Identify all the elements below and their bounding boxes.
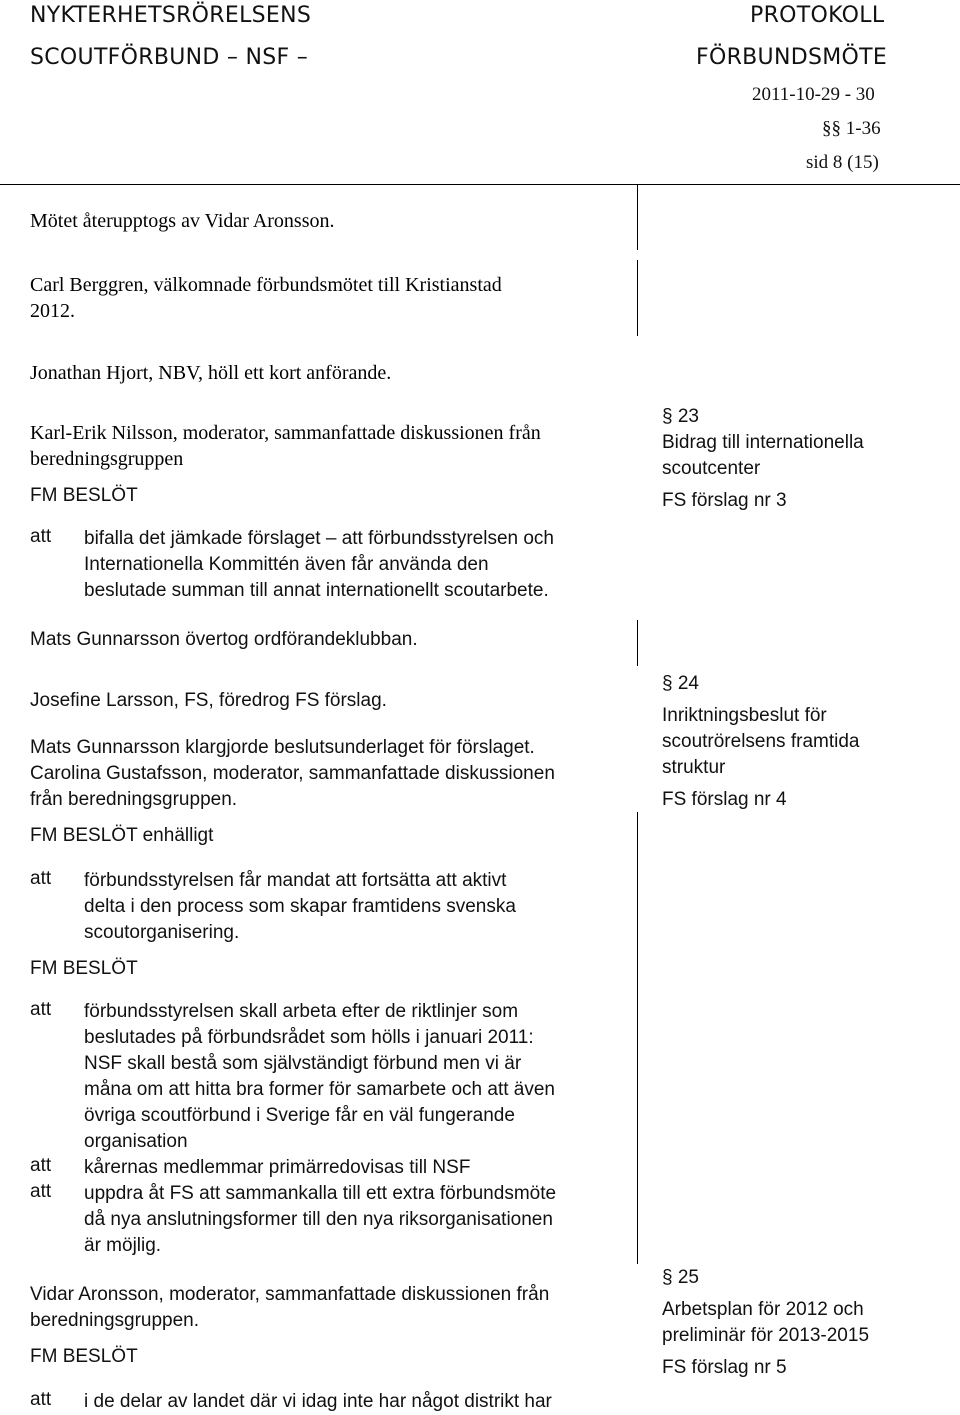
paragraph: Mötet återupptogs av Vidar Aronsson. xyxy=(30,210,335,232)
decision-heading: FM BESLÖT xyxy=(30,485,138,506)
att-marker: att xyxy=(30,1389,52,1410)
decision-text: NSF skall bestå som självständigt förbund men vi är xyxy=(84,1053,522,1074)
decision-text: Internationella Kommittén även får använda den xyxy=(84,554,489,575)
decision-text: övriga scoutförbund i Sverige får en väl fungerande xyxy=(84,1105,515,1126)
column-divider xyxy=(637,260,638,336)
section-ref-23 xyxy=(662,404,864,514)
paragraph: beredningsgruppen xyxy=(30,448,184,470)
column-divider xyxy=(637,812,638,1264)
section-title: Bidrag till internationella xyxy=(662,432,864,453)
decision-heading: FM BESLÖT enhälligt xyxy=(30,825,214,846)
proposal-ref: FS förslag nr 4 xyxy=(662,789,787,810)
decision-text: är möjlig. xyxy=(84,1235,162,1256)
paragraph: Karl-Erik Nilsson, moderator, sammanfattade diskussionen från xyxy=(30,422,541,444)
paragraph: Mats Gunnarsson klargjorde beslutsunderlaget för förslaget. xyxy=(30,737,535,758)
att-marker: att xyxy=(30,999,52,1020)
paragraph-range: §§ 1-36 xyxy=(822,118,881,139)
section-number: § 24 xyxy=(662,673,699,694)
paragraph: Carolina Gustafsson, moderator, sammanfattade diskussionen xyxy=(30,763,555,784)
decision-text: organisation xyxy=(84,1131,188,1152)
decision-text: måna om att hitta bra former för samarbete och att även xyxy=(84,1079,556,1100)
section-title: struktur xyxy=(662,757,726,778)
meeting-date: 2011-10-29 - 30 xyxy=(752,84,875,105)
decision-text: i de delar av landet där vi idag inte har något distrikt har xyxy=(84,1391,552,1412)
att-marker: att xyxy=(30,526,52,547)
section-title: preliminär för 2013-2015 xyxy=(662,1325,870,1346)
paragraph: Carl Berggren, välkomnade förbundsmötet till Kristianstad xyxy=(30,274,502,296)
decision-text: beslutades på förbundsrådet som hölls i januari 2011: xyxy=(84,1027,534,1048)
decision-heading: FM BESLÖT xyxy=(30,1346,138,1367)
att-marker: att xyxy=(30,1155,52,1176)
header-rule xyxy=(0,184,960,185)
section-title: Inriktningsbeslut för xyxy=(662,705,827,726)
paragraph: 2012. xyxy=(30,300,75,322)
decision-text: förbundsstyrelsen får mandat att fortsätta att aktivt xyxy=(84,870,507,891)
decision-text: uppdra åt FS att sammankalla till ett extra förbundsmöte xyxy=(84,1183,557,1204)
proposal-ref: FS förslag nr 5 xyxy=(662,1357,787,1378)
section-number: § 25 xyxy=(662,1267,699,1288)
section-title: scoutrörelsens framtida xyxy=(662,731,860,752)
decision-text: beslutade summan till annat internationellt scoutarbete. xyxy=(84,580,549,601)
decision-heading: FM BESLÖT xyxy=(30,958,138,979)
section-ref-25 xyxy=(662,1265,869,1381)
org-name-line1: NYKTERHETSRÖRELSENS xyxy=(30,3,312,28)
att-marker: att xyxy=(30,868,52,889)
decision-text: då nya anslutningsformer till den nya riksorganisationen xyxy=(84,1209,553,1230)
column-divider xyxy=(637,184,638,250)
paragraph: Jonathan Hjort, NBV, höll ett kort anförande. xyxy=(30,362,392,384)
section-ref-24 xyxy=(662,671,859,813)
paragraph: från beredningsgruppen. xyxy=(30,789,238,810)
meeting-name: FÖRBUNDSMÖTE xyxy=(696,45,888,70)
org-name-line2: SCOUTFÖRBUND – NSF – xyxy=(30,45,309,70)
decision-text: bifalla det jämkade förslaget – att förbundsstyrelsen och xyxy=(84,528,554,549)
decision-text: scoutorganisering. xyxy=(84,922,240,943)
column-divider xyxy=(637,620,638,666)
section-number: § 23 xyxy=(662,406,699,427)
section-title: Arbetsplan för 2012 och xyxy=(662,1299,864,1320)
paragraph: Josefine Larsson, FS, föredrog FS förslag. xyxy=(30,690,387,711)
decision-text: förbundsstyrelsen skall arbeta efter de riktlinjer som xyxy=(84,1001,519,1022)
paragraph: Mats Gunnarsson övertog ordförandeklubban. xyxy=(30,629,418,650)
proposal-ref: FS förslag nr 3 xyxy=(662,490,787,511)
doc-type: PROTOKOLL xyxy=(750,3,885,28)
att-marker: att xyxy=(30,1181,52,1202)
page-number: sid 8 (15) xyxy=(806,152,879,173)
paragraph: Vidar Aronsson, moderator, sammanfattade diskussionen från xyxy=(30,1284,550,1305)
decision-text: delta i den process som skapar framtidens svenska xyxy=(84,896,516,917)
decision-text: kårernas medlemmar primärredovisas till NSF xyxy=(84,1157,471,1178)
paragraph: beredningsgruppen. xyxy=(30,1310,200,1331)
section-title: scoutcenter xyxy=(662,458,761,479)
